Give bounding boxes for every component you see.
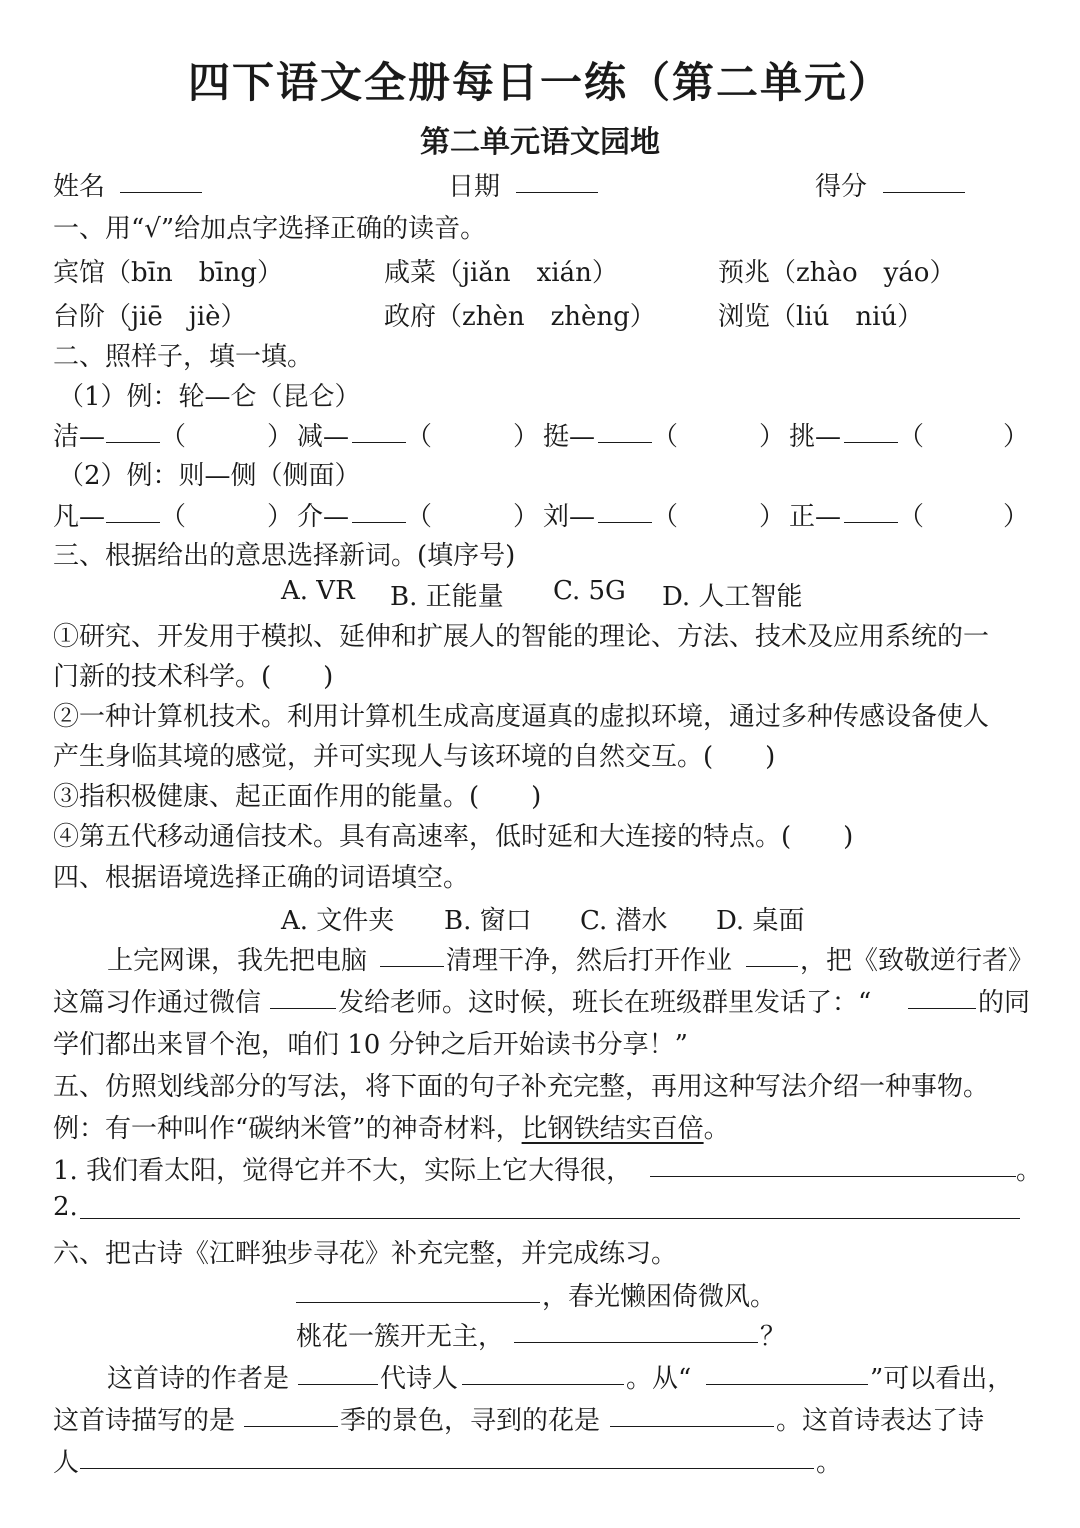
q4-text: 这篇习作通过微信 <box>53 988 262 1018</box>
paren: ） <box>267 422 294 452</box>
q2-row1-char: 挑— <box>789 422 842 452</box>
poem-line-2-end: ？ <box>760 1322 787 1352</box>
q4-text: 学们都出来冒个泡，咱们 10 分钟之后开始读书分享！” <box>53 1030 688 1060</box>
q2-answer-blank[interactable] <box>598 442 652 443</box>
q4-text: ，把《致敬逆行者》 <box>800 946 1035 976</box>
paren: （ <box>406 422 433 452</box>
q3-option: A. VR <box>281 576 355 606</box>
paren: ） <box>759 422 786 452</box>
q4-blank[interactable] <box>746 966 798 967</box>
q3-option: B. 正能量 <box>390 582 504 612</box>
q4-option: D. 桌面 <box>716 906 805 936</box>
q2-row2-char: 凡— <box>53 502 106 532</box>
q6-blank-dynasty[interactable] <box>298 1384 378 1385</box>
q4-blank[interactable] <box>380 966 444 967</box>
q2-example-1: （1）例：轮—仑（昆仑） <box>58 382 361 412</box>
q3-item-2-answer[interactable]: 产生身临其境的感觉，并可实现人与该环境的自然交互。( ) <box>53 742 776 772</box>
q2-row2-char: 刘— <box>543 502 596 532</box>
paren: （ <box>652 502 679 532</box>
q5-example-prefix: 例：有一种叫作“碳纳米管”的神奇材料， <box>53 1114 522 1144</box>
q6-blank-emotion[interactable] <box>80 1468 814 1469</box>
q4-blank[interactable] <box>908 1008 976 1009</box>
paren: ） <box>759 502 786 532</box>
q6-text: 代诗人 <box>380 1364 459 1394</box>
q4-text: 的同 <box>978 988 1031 1018</box>
q6-blank-season[interactable] <box>244 1426 338 1427</box>
poem-line-2: 桃花一簇开无主， <box>296 1322 505 1352</box>
q5-heading: 五、仿照划线部分的写法，将下面的句子补充完整，再用这种写法介绍一种事物。 <box>53 1072 990 1102</box>
poem-line-1-blank[interactable] <box>296 1302 540 1303</box>
q6-text: 。这首诗表达了诗 <box>776 1406 985 1436</box>
q6-text: 这首诗描写的是 <box>53 1406 236 1436</box>
q5-item-2: 2. <box>53 1192 78 1222</box>
q2-answer-blank[interactable] <box>844 442 898 443</box>
q2-answer-blank[interactable] <box>106 522 160 523</box>
paren: ） <box>1003 502 1030 532</box>
q3-item-2: ②一种计算机技术。利用计算机生成高度逼真的虚拟环境，通过多种传感设备使人 <box>53 702 990 732</box>
q6-text-end: 。 <box>816 1448 843 1478</box>
q4-text: 上完网课，我先把电脑 <box>107 946 368 976</box>
q3-item-1-answer[interactable]: 门新的技术科学。( ) <box>53 662 334 692</box>
q5-item-2-blank[interactable] <box>80 1218 1020 1219</box>
q3-item-4[interactable]: ④第五代移动通信技术。具有高速率，低时延和大连接的特点。( ) <box>53 822 854 852</box>
q2-example-2: （2）例：则—侧（侧面） <box>58 461 361 491</box>
paren: ） <box>513 422 540 452</box>
q1-item[interactable]: 宾馆（bīn bīng） <box>53 258 284 288</box>
q5-example <box>53 1108 730 1145</box>
q6-blank-flower[interactable] <box>610 1426 774 1427</box>
q5-item-1: 1. 我们看太阳，觉得它并不大，实际上它大得很， <box>53 1156 633 1186</box>
q5-example-underlined: 比钢铁结实百倍 <box>521 1114 704 1144</box>
q2-row2-char: 正— <box>789 502 842 532</box>
q2-answer-blank[interactable] <box>844 522 898 523</box>
q4-text: 清理干净，然后打开作业 <box>446 946 733 976</box>
paren: ） <box>513 502 540 532</box>
q3-heading: 三、根据给出的意思选择新词。(填序号) <box>53 541 516 571</box>
page-title: 四下语文全册每日一练（第二单元） <box>187 58 892 107</box>
q1-item[interactable]: 台阶（jiē jiè） <box>53 302 247 332</box>
q3-item-1: ①研究、开发用于模拟、延伸和扩展人的智能的理论、方法、技术及应用系统的一 <box>53 622 990 652</box>
poem-line-1: ，春光懒困倚微风。 <box>542 1282 777 1312</box>
q5-example-end: 。 <box>703 1114 730 1144</box>
name-label: 姓名 <box>53 172 106 202</box>
paren: （ <box>652 422 679 452</box>
poem-line-2-blank[interactable] <box>514 1342 758 1343</box>
paren: （ <box>898 502 925 532</box>
q2-row1-char: 减— <box>297 422 350 452</box>
q4-option: C. 潜水 <box>580 906 668 936</box>
q6-text: 人 <box>53 1448 80 1478</box>
q4-option: A. 文件夹 <box>281 906 395 936</box>
q6-heading: 六、把古诗《江畔独步寻花》补充完整，并完成练习。 <box>53 1239 678 1269</box>
q2-answer-blank[interactable] <box>352 522 406 523</box>
q3-item-3[interactable]: ③指积极健康、起正面作用的能量。( ) <box>53 782 542 812</box>
q6-blank-poet[interactable] <box>462 1384 624 1385</box>
q2-answer-blank[interactable] <box>598 522 652 523</box>
date-label: 日期 <box>448 172 501 202</box>
q1-item[interactable]: 预兆（zhào yáo） <box>718 258 956 288</box>
q2-heading: 二、照样子，填一填。 <box>53 342 314 372</box>
score-label: 得分 <box>815 172 868 202</box>
paren: （ <box>160 422 187 452</box>
q1-item[interactable]: 咸菜（jiǎn xián） <box>384 258 618 288</box>
q6-text: 。从“ <box>626 1364 692 1394</box>
q2-row2-char: 介— <box>297 502 350 532</box>
q6-text: ”可以看出， <box>870 1364 1014 1394</box>
q4-blank[interactable] <box>270 1008 336 1009</box>
q6-text: 这首诗的作者是 <box>107 1364 290 1394</box>
q3-option: D. 人工智能 <box>662 582 803 612</box>
q6-text: 季的景色，寻到的花是 <box>340 1406 601 1436</box>
paren: （ <box>160 502 187 532</box>
name-field[interactable] <box>120 192 202 193</box>
q6-blank-quote[interactable] <box>706 1384 868 1385</box>
page-subtitle: 第二单元语文园地 <box>420 125 660 160</box>
date-field[interactable] <box>516 192 598 193</box>
q4-option: B. 窗口 <box>444 906 532 936</box>
q2-answer-blank[interactable] <box>352 442 406 443</box>
q2-row1-char: 洁— <box>53 422 106 452</box>
q1-item[interactable]: 政府（zhèn zhèng） <box>384 302 656 332</box>
q3-option: C. 5G <box>553 576 626 606</box>
q1-heading: 一、用“√”给加点字选择正确的读音。 <box>53 214 487 244</box>
q4-text: 发给老师。这时候，班长在班级群里发话了：“ <box>338 988 872 1018</box>
paren: ） <box>267 502 294 532</box>
score-field[interactable] <box>883 192 965 193</box>
q5-item-1-blank[interactable] <box>650 1176 1016 1177</box>
q4-heading: 四、根据语境选择正确的词语填空。 <box>53 863 470 893</box>
paren: （ <box>898 422 925 452</box>
paren: （ <box>406 502 433 532</box>
q2-answer-blank[interactable] <box>106 442 160 443</box>
paren: ） <box>1003 422 1030 452</box>
q1-item[interactable]: 浏览（liú niú） <box>718 302 924 332</box>
q2-row1-char: 挺— <box>543 422 596 452</box>
q5-item-1-end: 。 <box>1016 1156 1043 1186</box>
